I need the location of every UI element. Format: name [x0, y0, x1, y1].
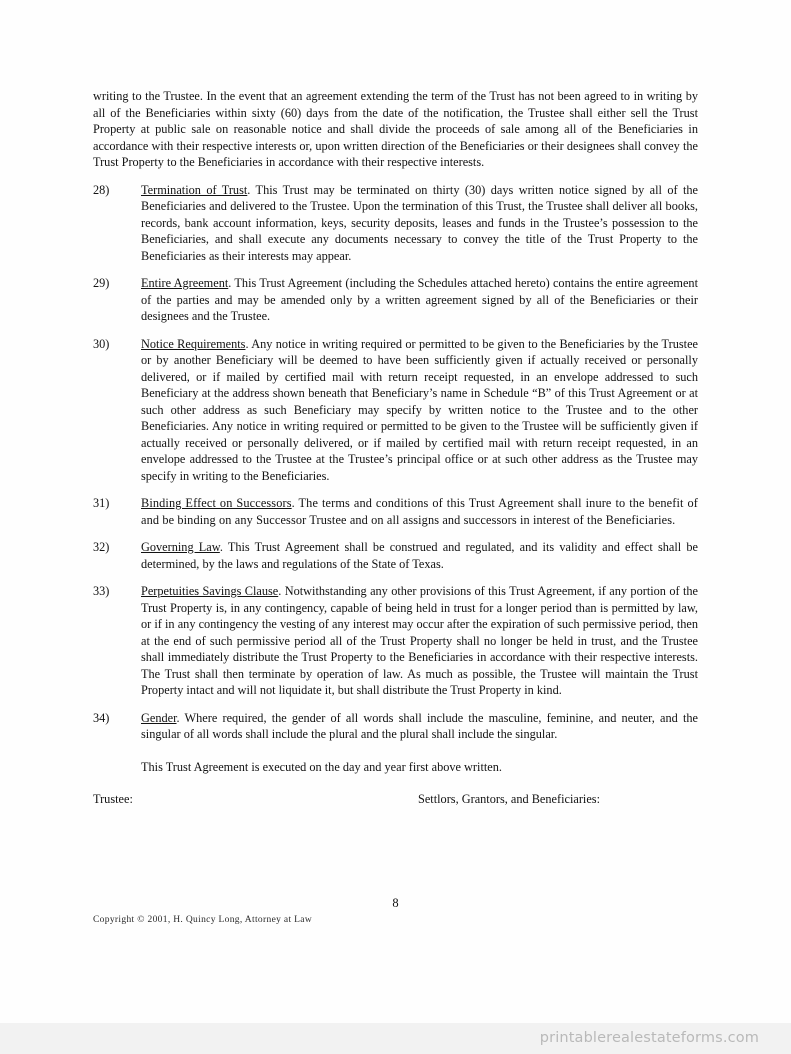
- section-number: 30): [93, 336, 110, 351]
- section-title: Termination of Trust: [141, 182, 248, 197]
- section-content: . This Trust Agreement (including the Schedules attached hereto) contains the entire agreement of the parties and may be amended only by a written agreement signed by all of the Beneficiaries or their designees and the Trustee.: [141, 276, 698, 323]
- trustee-signature-label: Trustee:: [93, 792, 133, 806]
- signature-block: [93, 791, 698, 808]
- section-content: . Any notice in writing required or permitted to be given to the Beneficiaries by the Trustee or by another Beneficiary will be deemed to have been sufficiently given if actually received or personally delivered, or if mailed by certified mail with return receipt requested, in an envelope addressed to such Beneficiary at the address shown beneath that Beneficiary’s name in Schedule “B” of this Trust Agreement or at such other address as such Beneficiary may specify by written notice to the Trustee and to the other Beneficiaries. Any notice in writing required or permitted to be given to the Trustee will be sufficiently given if actually received or personally delivered, or if mailed by certified mail with return receipt requested, in an envelope addressed to the Trustee at the Trustee’s principal office or at such other address as the Trustee may specify in writing to the Beneficiaries.: [141, 336, 698, 483]
- section-title: Perpetuities Savings Clause: [141, 584, 279, 598]
- section-content: . This Trust may be terminated on thirty (30) days written notice signed by all of the Beneficiaries and delivered to the Trustee. Upon the termination of this Trust, the Trustee shall deliver all books, records, bank account information, keys, security deposits, leases and funds in the Trustee’s possession to the Beneficiaries, and shall execute any documents necessary to convey the title of the Trust Property to the Beneficiaries as their interests may appear.: [141, 182, 698, 263]
- section-text: [141, 583, 698, 699]
- section-content: . Notwithstanding any other provisions of this Trust Agreement, if any portion of the Trust Property is, in any contingency, capable of being held in trust for a longer period than is permitted by law, or if in any contingency the vesting of any interest may occur after the expiration of such permissive period, then at the end of such permissive period all of the Trust Property shall no longer be held in trust, and the Trustee shall immediately distribute the Trust Property to the Beneficiaries in accordance with their respective interests. The Trust shall then terminate by operation of law. As much as possible, the Trustee will maintain the Trust Property intact and will not liquidate it, but shall distribute the Trust Property in kind.: [141, 584, 698, 697]
- section-31: [93, 495, 698, 528]
- section-30: [93, 336, 698, 485]
- section-title: Gender: [141, 710, 177, 725]
- section-number: 34): [93, 710, 110, 725]
- settlors-signature-label: Settlors, Grantors, and Beneficiaries:: [418, 792, 601, 806]
- section-title: Notice Requirements: [141, 336, 246, 351]
- section-text: [141, 710, 698, 743]
- execution-statement: This Trust Agreement is executed on the day and year first above written.: [141, 759, 502, 774]
- section-title: Governing Law: [141, 540, 220, 554]
- page-number: 8: [392, 896, 399, 910]
- section-32: [93, 539, 698, 572]
- section-number: 33): [93, 584, 110, 598]
- section-title: Entire Agreement: [141, 276, 229, 290]
- section-title: Binding Effect on Successors: [141, 496, 292, 510]
- section-number: 31): [93, 496, 110, 510]
- section-content: . The terms and conditions of this Trust Agreement shall inure to the benefit of and be binding on any Successor Trustee and on all assigns and successors in interest of the Beneficiaries.: [141, 496, 698, 527]
- copyright-notice: Copyright © 2001, H. Quincy Long, Attorney at Law: [93, 915, 313, 925]
- section-34: [93, 710, 698, 743]
- watermark-site-label: printablerealestateforms.com: [539, 1030, 759, 1046]
- section-28: [93, 182, 698, 265]
- section-text: [141, 495, 698, 528]
- section-text: [141, 182, 698, 265]
- section-content: . This Trust Agreement shall be construed and regulated, and its validity and effect shall be determined, by the laws and regulations of the State of Texas.: [141, 540, 698, 571]
- section-29: [93, 275, 698, 325]
- section-number: 28): [93, 182, 110, 197]
- section-text: [141, 539, 698, 572]
- section-33: [93, 583, 698, 699]
- continuation-paragraph: writing to the Trustee. In the event that an agreement extending the term of the Trust has not been agreed to in writing by all of the Beneficiaries within sixty (60) days from the date of the notification, the Trustee shall either sell the Trust Property at public sale on reasonable notice and shall divide the proceeds of sale among all of the Beneficiaries in accordance with their respective interests or, upon written direction of the Beneficiaries or their designees shall convey the Trust Property to the Beneficiaries in accordance with their respective interests.: [93, 89, 698, 169]
- section-number: 32): [93, 540, 110, 554]
- section-text: [141, 275, 698, 325]
- section-text: [141, 336, 698, 485]
- section-content: . Where required, the gender of all words shall include the masculine, feminine, and neuter, and the singular of all words shall include the plural and the plural shall include the singular.: [141, 710, 698, 741]
- section-number: 29): [93, 276, 110, 290]
- document-body: [93, 88, 698, 808]
